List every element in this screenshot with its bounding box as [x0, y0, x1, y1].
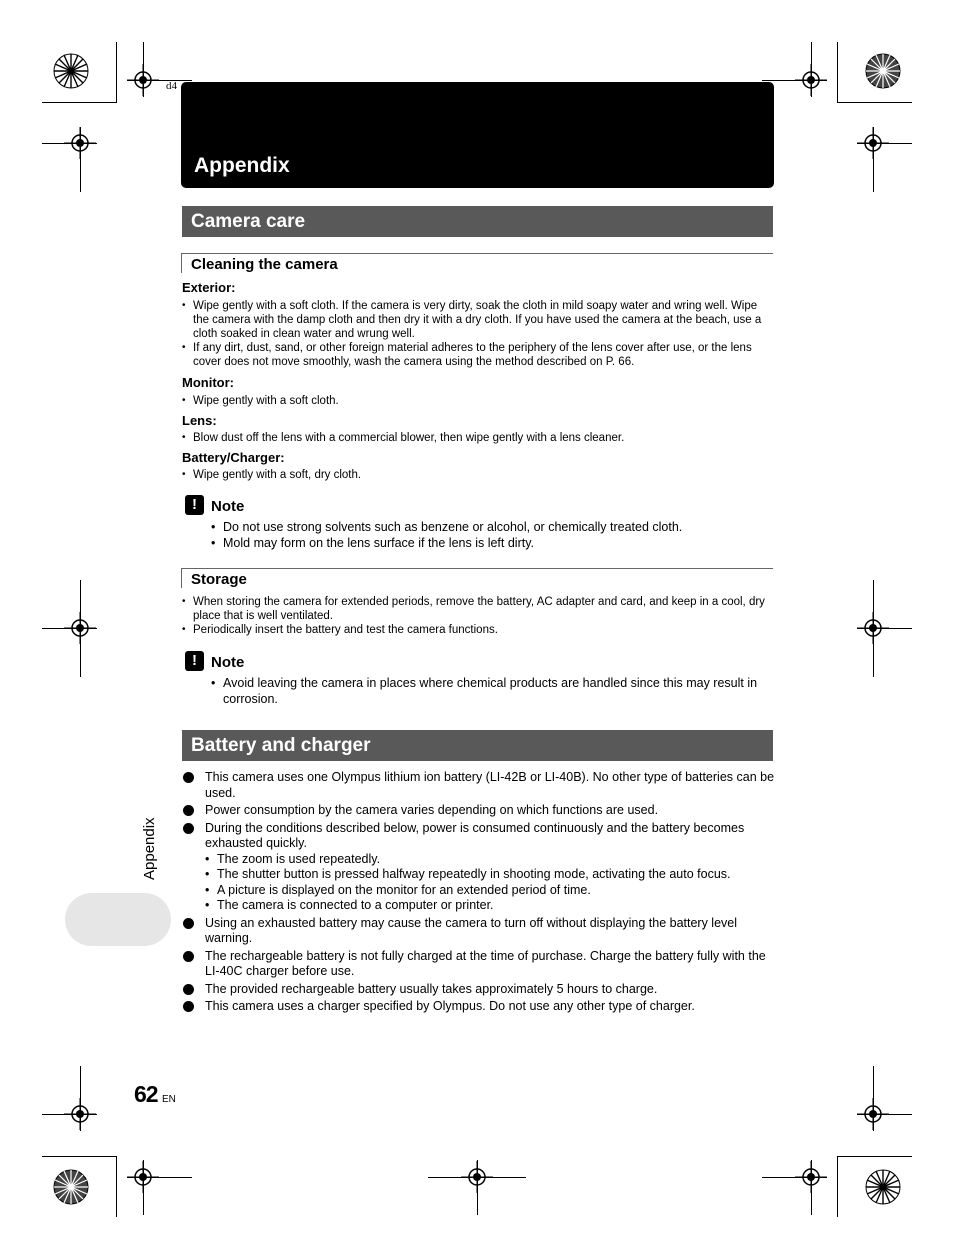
battery-charger-points	[183, 770, 775, 1017]
job-code: d4	[166, 80, 177, 92]
bullet-dot-icon	[183, 823, 194, 834]
trim-line	[837, 1156, 912, 1157]
crop-line	[762, 80, 827, 81]
crop-line	[873, 127, 874, 192]
crop-line	[762, 1177, 827, 1178]
list-item: • If any dirt, dust, sand, or other foreign material adheres to the periphery of the lens cover after use, or the lens cover does not move smoothly, wash the camera using the method described on P. 66.	[182, 341, 774, 369]
trim-line	[116, 42, 117, 103]
list-item: • Wipe gently with a soft cloth.	[182, 394, 774, 408]
list-item: • Wipe gently with a soft cloth. If the camera is very dirty, soak the cloth in mild soapy water and wring well. Wipe the camera with the damp cloth and then dry it with a dry cloth. If you have used the camera at the beach, use a cloth soaked in clean water and wrung well.	[182, 299, 774, 341]
crop-line	[477, 1160, 478, 1215]
chapter-side-tab	[65, 893, 171, 946]
crop-line	[80, 1066, 81, 1131]
condition-sub-list	[205, 852, 775, 914]
crop-line	[857, 1114, 912, 1115]
sub-list-item: • The zoom is used repeatedly.	[205, 852, 775, 868]
list-item: • Mold may form on the lens surface if the lens is left dirty.	[211, 535, 774, 551]
list-item: This camera uses a charger specified by Olympus. Do not use any other type of charger.	[183, 999, 775, 1015]
list-item: • Do not use strong solvents such as benzene or alcohol, or chemically treated cloth.	[211, 519, 774, 535]
list-item: The rechargeable battery is not fully charged at the time of purchase. Charge the battery fully with the LI-40C charger before use.	[183, 949, 775, 980]
bullet-dot-icon	[183, 984, 194, 995]
crop-line	[127, 80, 192, 81]
star-target-icon	[53, 1169, 89, 1205]
crop-line	[857, 143, 912, 144]
trim-line	[42, 1156, 117, 1157]
subheading-storage-label: Storage	[191, 571, 247, 588]
sub-list-item: • The camera is connected to a computer or printer.	[205, 898, 775, 914]
battery-charger-label: Battery/Charger:	[182, 450, 285, 465]
crop-line	[857, 628, 912, 629]
chapter-banner	[181, 82, 774, 188]
note-list	[211, 519, 774, 551]
crop-line	[811, 1160, 812, 1215]
crop-line	[143, 1160, 144, 1215]
sub-list-item: • A picture is displayed on the monitor for an extended period of time.	[205, 883, 775, 899]
bullet-dot-icon	[183, 805, 194, 816]
monitor-label: Monitor:	[182, 375, 234, 390]
page-number: 62	[134, 1081, 158, 1107]
trim-line	[837, 102, 912, 103]
list-item: During the conditions described below, power is consumed continuously and the battery becomes exhausted quickly. • The zoom is used repeatedly. • The shutter button is pressed halfway repeatedly in shooting mode, activating the auto focus. • A picture is displayed on the monitor for an extended period of time. • The camera is connected to a computer or printer.	[183, 821, 775, 914]
list-item: This camera uses one Olympus lithium ion battery (LI-42B or LI-40B). No other type of batteries can be used.	[183, 770, 775, 801]
subheading-storage	[181, 568, 773, 588]
monitor-list	[182, 394, 774, 408]
trim-line	[837, 42, 838, 103]
lens-list	[182, 431, 774, 445]
trim-line	[42, 102, 117, 103]
note-label: Note	[211, 498, 245, 515]
list-item: • Avoid leaving the camera in places where chemical products are handled since this may result in corrosion.	[211, 675, 774, 707]
battery-charger-list	[182, 468, 774, 482]
exclamation-note-icon: !	[185, 495, 204, 515]
crop-line	[42, 143, 97, 144]
crop-line	[811, 42, 812, 97]
storage-list	[182, 595, 774, 637]
lens-label: Lens:	[182, 413, 217, 428]
bullet-dot-icon	[183, 918, 194, 929]
subheading-cleaning	[181, 253, 773, 273]
bullet-dot-icon	[183, 1001, 194, 1012]
crop-line	[42, 628, 97, 629]
star-target-icon	[865, 53, 901, 89]
list-item: Using an exhausted battery may cause the camera to turn off without displaying the battery level warning.	[183, 916, 775, 947]
bullet-dot-icon	[183, 951, 194, 962]
crop-line	[80, 580, 81, 677]
crop-line	[873, 580, 874, 677]
note-label: Note	[211, 654, 245, 671]
star-target-icon	[865, 1169, 901, 1205]
crop-line	[873, 1066, 874, 1131]
list-item: • Wipe gently with a soft, dry cloth.	[182, 468, 774, 482]
bullet-dot-icon	[183, 772, 194, 783]
star-target-icon	[53, 53, 89, 89]
trim-line	[116, 1156, 117, 1217]
chapter-title: Appendix	[194, 154, 290, 177]
crop-line	[42, 1114, 97, 1115]
exclamation-note-icon: !	[185, 651, 204, 671]
crop-line	[80, 127, 81, 192]
crop-line	[143, 42, 144, 97]
list-item: • Periodically insert the battery and test the camera functions.	[182, 623, 774, 637]
page-language: EN	[162, 1094, 176, 1105]
side-tab-label: Appendix	[141, 817, 158, 880]
sub-list-item: • The shutter button is pressed halfway repeatedly in shooting mode, activating the auto focus.	[205, 867, 775, 883]
note-list	[211, 675, 774, 707]
trim-line	[837, 1156, 838, 1217]
list-item: The provided rechargeable battery usually takes approximately 5 hours to charge.	[183, 982, 775, 998]
section-heading-camera-care: Camera care	[182, 206, 773, 237]
section-heading-battery-charger: Battery and charger	[182, 730, 773, 761]
exterior-list	[182, 299, 774, 369]
list-item: • Blow dust off the lens with a commercial blower, then wipe gently with a lens cleaner.	[182, 431, 774, 445]
list-item: • When storing the camera for extended periods, remove the battery, AC adapter and card, and keep in a cool, dry place that is well ventilated.	[182, 595, 774, 623]
subheading-cleaning-label: Cleaning the camera	[191, 256, 338, 273]
crop-line	[127, 1177, 192, 1178]
exterior-label: Exterior:	[182, 280, 236, 295]
list-item: Power consumption by the camera varies depending on which functions are used.	[183, 803, 775, 819]
